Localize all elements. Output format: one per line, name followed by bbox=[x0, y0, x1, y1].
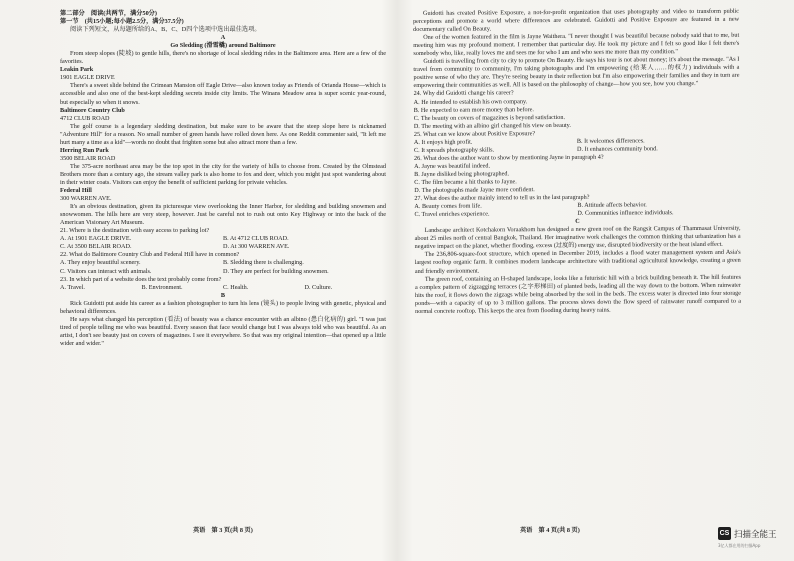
option: A. He intended to establish his own company. bbox=[413, 97, 528, 106]
place-text-2: The golf course is a legendary sledding destination, but make sure to be aware that the steep slope here is nicknamed "Adventure Hill" for a reason. No small number of green hands have rolled down here. As one Reddit commenter said, "It left me hurt many a time as a kid"—words no doubt that frighten some but also attract more than a few. bbox=[60, 122, 386, 146]
option: A. At 1901 EAGLE DRIVE. bbox=[60, 235, 132, 243]
place-text-4: It's an obvious destination, given its picturesque view overlooking the Inner Harbor, for sledding and building snowmen and snowwomen. The hills here are very steep, however. Just be careful not to rush out onto Key Highway or into the back of the American Visionary Art Museum. bbox=[60, 203, 386, 227]
option: B. At 4712 CLUB ROAD. bbox=[223, 235, 289, 243]
question-22-options bbox=[60, 268, 386, 276]
page-footer-left: 英语 第 3 页(共 8 页) bbox=[193, 527, 253, 534]
passage-c-paragraph-2: The 236,806-square-foot structure, which opened in December 2019, includes a flood water management system and Asia's largest rooftop organic farm. It combines modern landscape architecture with traditional agricultural knowledge, creating a green and friendly environment. bbox=[414, 249, 741, 275]
passage-c-label: C bbox=[575, 218, 580, 226]
option: C. The beauty on covers of magazines is beyond satisfaction. bbox=[413, 113, 566, 122]
option: B. Sledding there is challenging. bbox=[223, 259, 304, 267]
place-address-2: 4712 CLUB ROAD bbox=[60, 114, 110, 122]
instruction: 阅读下列短文，从每题所给的A、B、C、D四个选项中选出最佳选项。 bbox=[70, 26, 261, 34]
option: D. Communities influence individuals. bbox=[577, 209, 674, 218]
question-23: 23. In which part of a website does the text probably come from? bbox=[60, 275, 222, 283]
option: B. Environment. bbox=[141, 283, 183, 291]
option: D. It enhances community bond. bbox=[576, 145, 658, 153]
option: D. The meeting with an albino girl changed his view on beauty. bbox=[413, 121, 571, 130]
question-25: 25. What can we know about Positive Exposure? bbox=[413, 129, 536, 138]
scanner-tagline: 3亿人都在用的扫描App bbox=[718, 543, 761, 548]
question-21: 21. Where is the destination with easy access to parking lot? bbox=[60, 227, 210, 235]
option: D. Culture. bbox=[304, 283, 333, 291]
place-name-1: Leakin Park bbox=[60, 66, 94, 74]
option: A. It enjoys high profit. bbox=[413, 138, 473, 146]
option: D. They are perfect for building snowmen. bbox=[223, 267, 329, 275]
right-page bbox=[413, 8, 741, 316]
option: C. Travel enriches experience. bbox=[414, 210, 490, 219]
option: B. Attitude affects behavior. bbox=[577, 201, 647, 209]
passage-b-paragraph-3: Guidotti has created Positive Exposure, a not-for-profit organization that uses photography and video to transform public perceptions and promote a world where differences are celebrated. Guidotti and Positive Exposure are featured in a new documentary called On Beauty. bbox=[413, 7, 740, 34]
passage-c-paragraph-3: The green roof, containing an H-shaped landscape, looks like a futuristic hill with a brick building beneath it. The hill features a complex pattern of zigzagging terraces (之字形梯田) of planted beds, leading all the way down to the bottom. When rainwater hits the roof, it flows down the zigzags while being absorbed by the soil in the beds. The excess water is directed into four storage ponds—with a capacity of up to 3 million gallons. The process slows down the flow speed of rainwater runoff compared to a normal concrete rooftop. This keeps the area from flooding during heavy rains. bbox=[414, 273, 742, 315]
option: D. At 300 WARREN AVE. bbox=[223, 243, 290, 251]
option: A. Jayne was beautiful indeed. bbox=[414, 162, 491, 170]
place-text-3: The 375-acre northeast area may be the top spot in the city for the variety of hills to choose from. Created by the Olmstead Brothers more than a century ago, the stream valley park is also home to fox and deer, which you might just spot wandering about in their winter coats. Visitors can enjoy the benefit of sufficient parking for private vehicles. bbox=[60, 162, 386, 186]
question-21-options bbox=[60, 235, 386, 243]
page-footer-right: 英语 第 4 页(共 8 页) bbox=[520, 527, 580, 534]
option: C. Visitors can interact with animals. bbox=[60, 267, 152, 275]
passage-c-paragraph-1: Landscape architect Kotchakorn Voraakhom has designed a new green roof on the Rangsit Campus of Thammasat University, about 25 miles north of central Bangkok, Thailand. Her imaginative work challenges the common thinking that urbanization has a negative impact on the planet, whether flooding, excess (过度的) energy use, disrupted biodiversity or the heat island effect. bbox=[414, 224, 741, 251]
question-23-options bbox=[60, 284, 386, 292]
option: D. The photographs made Jayne more confident. bbox=[414, 186, 535, 195]
passage-b-paragraph-4: One of the women featured in the film is Jayne Waithera. "I never thought I was beautiful because nobody said that to me, but meeting him was my profound moment. I remember that particular day. He took my picture and I felt so good like I felt there's somebody who, like, really loves me and sees me for who I am and who sees me more than my condition." bbox=[413, 31, 740, 58]
passage-b-paragraph-1: Rick Guidotti put aside his career as a fashion photographer to turn his lens (镜头) to people living with genetic, physical and behavioral differences. bbox=[60, 299, 386, 315]
passage-a-label: A bbox=[220, 34, 226, 42]
part-header: 第二部分 阅读(共两节，满分50分) bbox=[60, 10, 157, 17]
passage-a-intro: From steep slopes (陡坡) to gentle hills, there's no shortage of local sledding rides in the Baltimore area. Here are a few of the favorites. bbox=[60, 50, 386, 66]
option: C. It spreads photography skills. bbox=[413, 146, 495, 154]
option: C. Health. bbox=[223, 283, 249, 291]
question-22-options bbox=[60, 259, 386, 267]
camscanner-logo-icon: CS bbox=[718, 527, 731, 540]
place-address-4: 300 WARREN AVE. bbox=[60, 195, 112, 203]
place-name-3: Herring Run Park bbox=[60, 146, 109, 154]
place-address-3: 3500 BELAIR ROAD bbox=[60, 154, 116, 162]
place-address-1: 1901 EAGLE DRIVE bbox=[60, 74, 115, 82]
section-header: 第一节 (共15小题;每小题2.5分，满分37.5分) bbox=[60, 18, 184, 26]
place-text-1: There's a sweet slide behind the Crimean Mansion off Eagle Drive—also known today as Friends of Orianda House—which is accessible and also one of the best-kept sledding secrets inside city limits. The Winans Meadow area is super scenic year-round, but especially so when it snows. bbox=[60, 82, 386, 106]
passage-b-paragraph-2: He says what changed his perception (看法) of beauty was a chance encounter with an albino (患白化病的) girl. "I was just tired of people telling me who was beautiful. Every season that face would change but I was always told who was beautiful. As an artist, I don't see beauty just on covers of magazines. I see it everywhere. So that was my original intention—that opened up a little wider and wider." bbox=[60, 315, 386, 347]
question-24: 24. Why did Guidotti change his career? bbox=[413, 89, 514, 98]
left-page bbox=[60, 10, 386, 348]
option: B. Jayne disliked being photographed. bbox=[414, 170, 510, 178]
option: A. Travel. bbox=[60, 283, 85, 291]
passage-b-label: B bbox=[220, 291, 226, 299]
place-name-2: Baltimore Country Club bbox=[60, 106, 125, 114]
option: B. It welcomes differences. bbox=[576, 137, 645, 145]
option: A. Beauty comes from life. bbox=[414, 202, 482, 211]
passage-b-paragraph-5: Guidotti is travelling from city to city to promote On Beauty. He says his tour is not about money; it's about the message. "As I travel from community to community, I'm taking photographs and I'm empowering (给某人……的权力) individuals with a positive sense of who they are. They're seeing beauty in their reflection but I'm also empowering their families and they in turn are empowering their communities as well. All is based on the philosophy of change—how you see, how you change." bbox=[413, 56, 740, 90]
scanner-app-name: 扫描全能王 bbox=[734, 530, 777, 540]
question-27: 27. What does the author mainly intend to tell us in the last paragraph? bbox=[414, 193, 590, 203]
option: A. They enjoy beautiful scenery. bbox=[60, 259, 141, 267]
option: C. The film became a hit thanks to Jayne. bbox=[414, 178, 517, 186]
question-21-options bbox=[60, 243, 386, 251]
question-22: 22. What do Baltimore Country Club and Federal Hill have in common? bbox=[60, 251, 240, 259]
passage-a-title: Go Sledding (滑雪橇) around Baltimore bbox=[170, 42, 276, 50]
question-26: 26. What does the author want to show by mentioning Jayne in paragraph 4? bbox=[414, 153, 604, 162]
option: B. He expected to earn more money than before. bbox=[413, 105, 534, 114]
place-name-4: Federal Hill bbox=[60, 187, 92, 195]
scanner-watermark bbox=[718, 527, 794, 553]
option: C. At 3500 BELAIR ROAD. bbox=[60, 243, 132, 251]
